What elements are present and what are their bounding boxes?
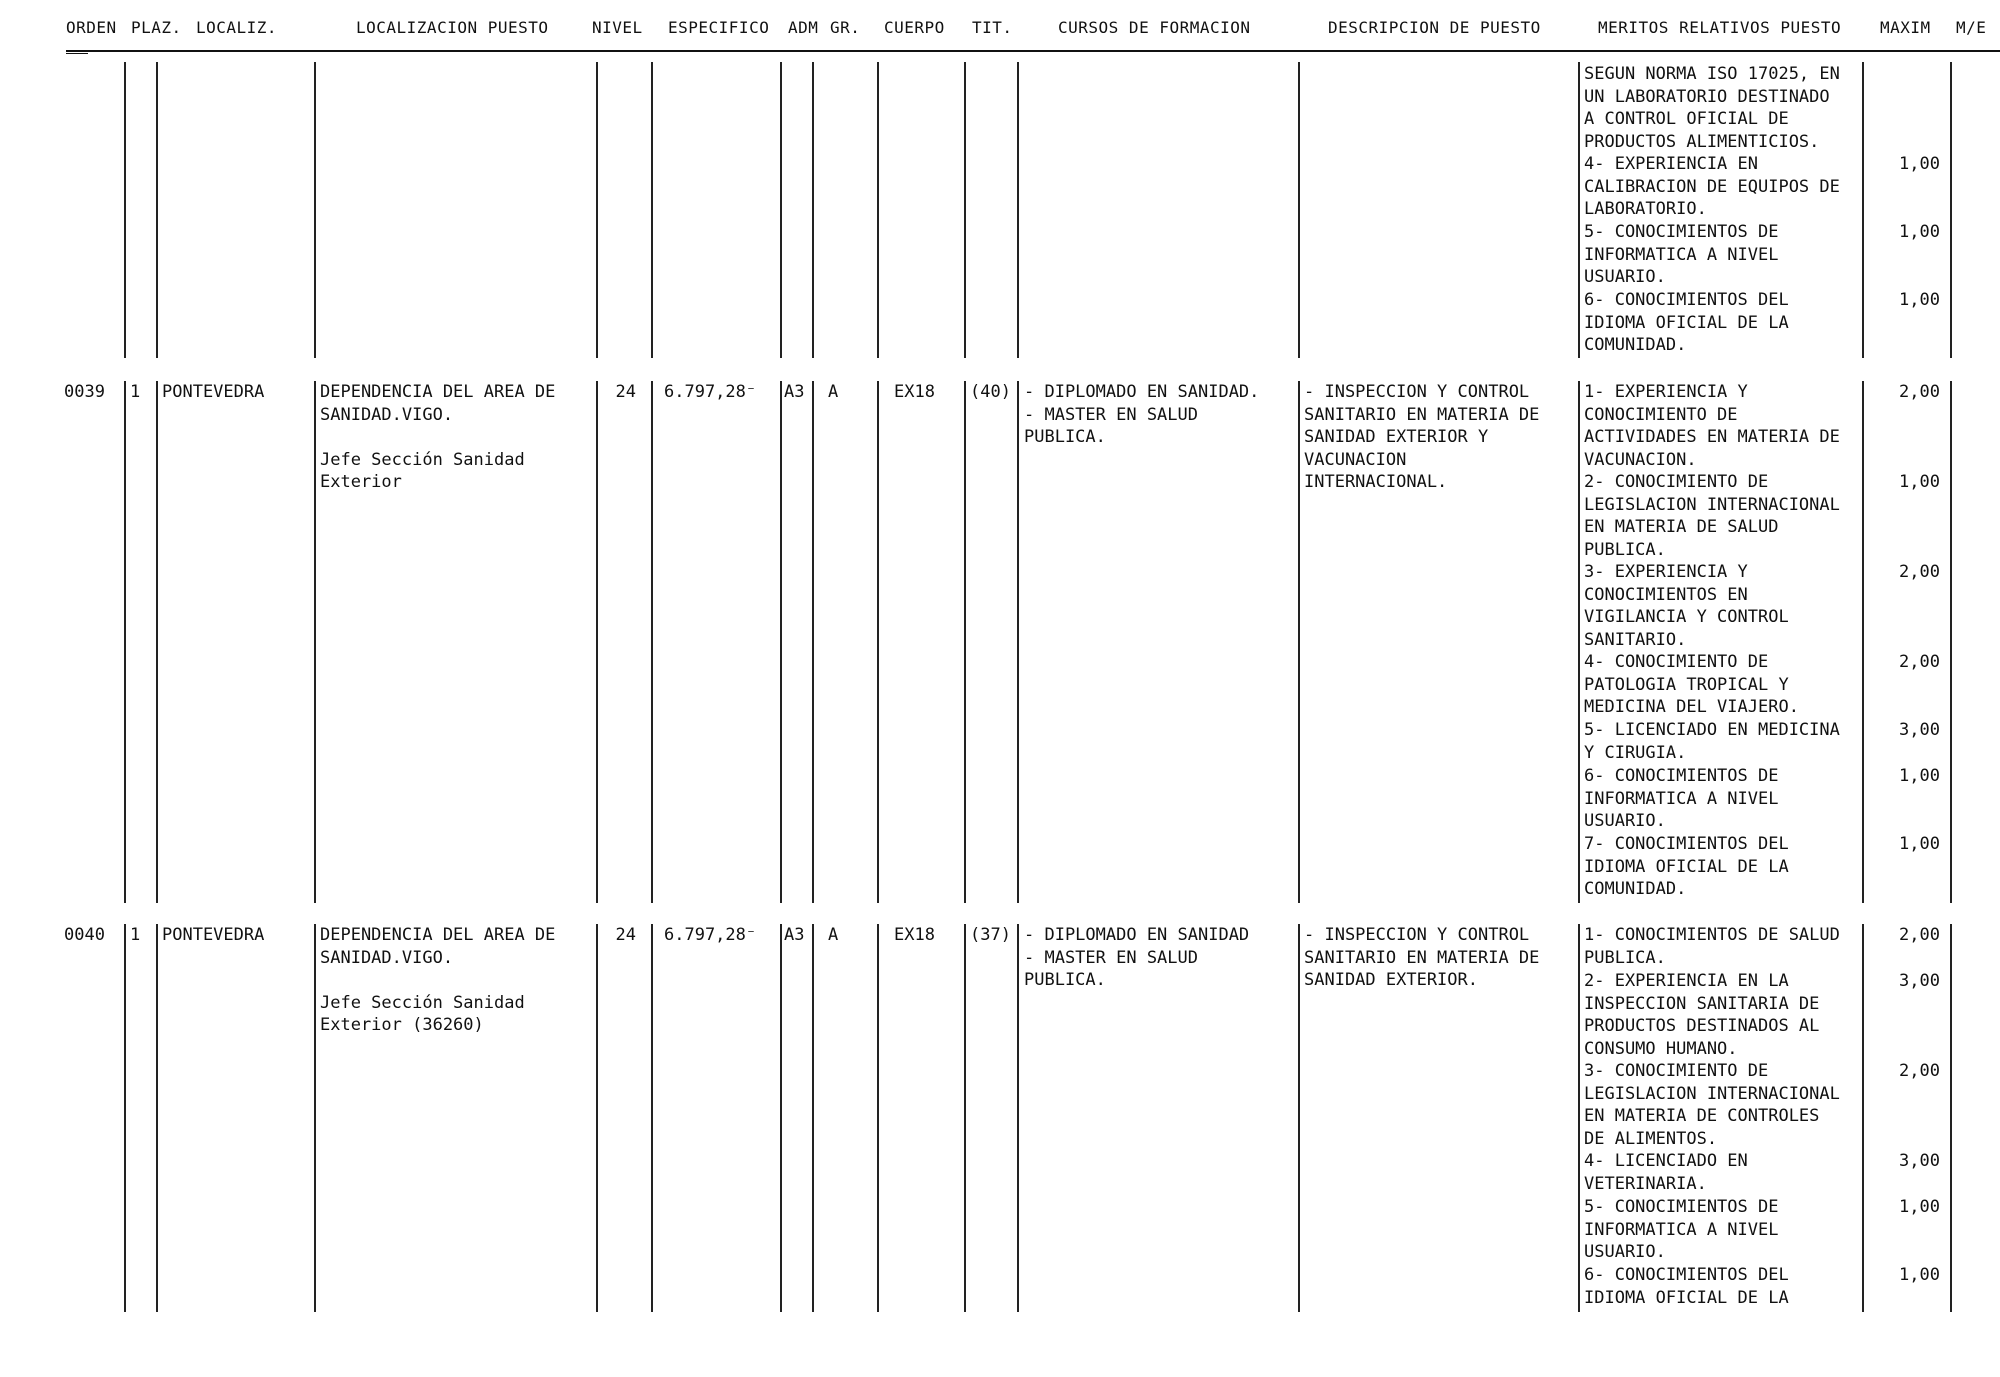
column-divider — [964, 62, 966, 358]
merit-maxim: 1,00 — [1899, 834, 1940, 854]
cell-adm: A3 — [784, 382, 805, 402]
column-divider — [780, 381, 782, 903]
cell-cursos: - DIPLOMADO EN SANIDAD. - MASTER EN SALUD PUBLICA. — [1024, 382, 1260, 447]
cell-localizacion-puesto: DEPENDENCIA DEL AREA DE SANIDAD.VIGO. Jefe Sección Sanidad Exterior — [320, 382, 556, 492]
merit-item: 2- CONOCIMIENTO DE LEGISLACION INTERNACIONAL EN MATERIA DE SALUD PUBLICA. — [1584, 472, 1840, 560]
merit-maxim: 1,00 — [1899, 766, 1940, 786]
cell-especifico: 6.797,28⁻ — [664, 382, 757, 402]
column-divider — [1950, 924, 1952, 1312]
header-rule-tick — [66, 53, 88, 54]
cell-tit: (37) — [970, 925, 1011, 945]
column-divider — [1298, 381, 1300, 903]
header-cuerpo: CUERPO — [884, 18, 945, 37]
column-divider — [812, 62, 814, 358]
header-orden: ORDEN — [66, 18, 117, 37]
header-cursos: CURSOS DE FORMACION — [1058, 18, 1251, 37]
merit-item: 1- EXPERIENCIA Y CONOCIMIENTO DE ACTIVIDADES EN MATERIA DE VACUNACION. — [1584, 382, 1840, 470]
column-divider — [964, 381, 966, 903]
merit-maxim: 1,00 — [1899, 1197, 1940, 1217]
merit-item: 5- LICENCIADO EN MEDICINA Y CIRUGIA. — [1584, 720, 1840, 763]
column-divider — [877, 924, 879, 1312]
merit-item: 4- CONOCIMIENTO DE PATOLOGIA TROPICAL Y MEDICINA DEL VIAJERO. — [1584, 652, 1799, 717]
header-nivel: NIVEL — [592, 18, 643, 37]
header-me: M/E — [1956, 18, 1987, 37]
column-divider — [124, 381, 126, 903]
header-maxim: MAXIM — [1880, 18, 1931, 37]
column-divider — [1017, 381, 1019, 903]
cell-orden: 0040 — [64, 925, 105, 945]
merit-maxim: 2,00 — [1899, 1061, 1940, 1081]
merit-maxim: 2,00 — [1899, 562, 1940, 582]
column-divider — [877, 62, 879, 358]
cell-tit: (40) — [970, 382, 1011, 402]
column-divider — [596, 62, 598, 358]
merit-maxim: 3,00 — [1899, 720, 1940, 740]
merit-maxim: 3,00 — [1899, 1151, 1940, 1171]
cell-gr: A — [828, 925, 839, 945]
column-divider — [651, 924, 653, 1312]
column-divider — [964, 924, 966, 1312]
column-divider — [1298, 924, 1300, 1312]
header-plaz: PLAZ. — [131, 18, 182, 37]
column-divider — [651, 381, 653, 903]
column-divider — [124, 62, 126, 358]
merit-item: 5- CONOCIMIENTOS DE INFORMATICA A NIVEL USUARIO. — [1584, 222, 1779, 287]
merit-item: 5- CONOCIMIENTOS DE INFORMATICA A NIVEL USUARIO. — [1584, 1197, 1779, 1262]
merit-maxim: 1,00 — [1899, 1265, 1940, 1285]
column-divider — [1578, 381, 1580, 903]
column-divider — [1950, 381, 1952, 903]
column-divider — [1017, 924, 1019, 1312]
merit-maxim: 2,00 — [1899, 925, 1940, 945]
column-divider — [651, 62, 653, 358]
header-localizacion-puesto: LOCALIZACION PUESTO — [356, 18, 549, 37]
column-divider — [780, 924, 782, 1312]
merit-item: 3- EXPERIENCIA Y CONOCIMIENTOS EN VIGILANCIA Y CONTROL SANITARIO. — [1584, 562, 1789, 650]
cell-orden: 0039 — [64, 382, 105, 402]
cell-cursos: - DIPLOMADO EN SANIDAD - MASTER EN SALUD PUBLICA. — [1024, 925, 1250, 990]
merit-maxim: 2,00 — [1899, 382, 1940, 402]
column-divider — [314, 381, 316, 903]
column-divider — [156, 381, 158, 903]
merit-item: 3- CONOCIMIENTO DE LEGISLACION INTERNACIONAL EN MATERIA DE CONTROLES DE ALIMENTOS. — [1584, 1061, 1840, 1149]
header-gr: GR. — [830, 18, 861, 37]
cell-descripcion: - INSPECCION Y CONTROL SANITARIO EN MATERIA DE SANIDAD EXTERIOR Y VACUNACION INTERNACIONAL. — [1304, 382, 1540, 492]
cell-plaz: 1 — [130, 925, 141, 945]
merit-maxim: 1,00 — [1899, 154, 1940, 174]
column-divider — [877, 381, 879, 903]
header-localiz: LOCALIZ. — [196, 18, 278, 37]
cell-nivel: 24 — [615, 382, 636, 402]
merit-maxim: 1,00 — [1899, 472, 1940, 492]
column-divider — [156, 924, 158, 1312]
merit-maxim: 2,00 — [1899, 652, 1940, 672]
column-divider — [1017, 62, 1019, 358]
cell-localiz: PONTEVEDRA — [162, 382, 265, 402]
column-divider — [812, 381, 814, 903]
cell-especifico: 6.797,28⁻ — [664, 925, 757, 945]
merit-item: 1- CONOCIMIENTOS DE SALUD PUBLICA. — [1584, 925, 1840, 968]
merit-item: 4- LICENCIADO EN VETERINARIA. — [1584, 1151, 1748, 1194]
merit-item: SEGUN NORMA ISO 17025, EN UN LABORATORIO DESTINADO A CONTROL OFICIAL DE PRODUCTOS ALIMENTICIOS. — [1584, 64, 1840, 152]
column-divider — [1298, 62, 1300, 358]
merit-maxim: 1,00 — [1899, 222, 1940, 242]
column-divider — [1862, 381, 1864, 903]
column-divider — [596, 924, 598, 1312]
header-descripcion: DESCRIPCION DE PUESTO — [1328, 18, 1541, 37]
cell-cuerpo: EX18 — [894, 925, 935, 945]
cell-localizacion-puesto: DEPENDENCIA DEL AREA DE SANIDAD.VIGO. Jefe Sección Sanidad Exterior (36260) — [320, 925, 556, 1035]
cell-plaz: 1 — [130, 382, 141, 402]
merit-item: 2- EXPERIENCIA EN LA INSPECCION SANITARIA DE PRODUCTOS DESTINADOS AL CONSUMO HUMANO. — [1584, 971, 1820, 1059]
column-divider — [1578, 924, 1580, 1312]
header-especifico: ESPECIFICO — [668, 18, 770, 37]
column-divider — [156, 62, 158, 358]
cell-descripcion: - INSPECCION Y CONTROL SANITARIO EN MATERIA DE SANIDAD EXTERIOR. — [1304, 925, 1540, 990]
column-divider — [1862, 62, 1864, 358]
cell-nivel: 24 — [615, 925, 636, 945]
merit-item: 6- CONOCIMIENTOS DE INFORMATICA A NIVEL USUARIO. — [1584, 766, 1779, 831]
column-divider — [1578, 62, 1580, 358]
column-divider — [124, 924, 126, 1312]
cell-adm: A3 — [784, 925, 805, 945]
header-adm: ADM — [788, 18, 819, 37]
column-divider — [812, 924, 814, 1312]
column-divider — [314, 924, 316, 1312]
merit-item: 4- EXPERIENCIA EN CALIBRACION DE EQUIPOS DE LABORATORIO. — [1584, 154, 1840, 219]
column-divider — [314, 62, 316, 358]
cell-localiz: PONTEVEDRA — [162, 925, 265, 945]
cell-cuerpo: EX18 — [894, 382, 935, 402]
merit-item: 6- CONOCIMIENTOS DEL IDIOMA OFICIAL DE LA COMUNIDAD. — [1584, 290, 1789, 355]
merit-maxim: 3,00 — [1899, 971, 1940, 991]
merit-item: 6- CONOCIMIENTOS DEL IDIOMA OFICIAL DE LA — [1584, 1265, 1789, 1308]
header-rule — [66, 50, 2000, 52]
column-divider — [1950, 62, 1952, 358]
merit-item: 7- CONOCIMIENTOS DEL IDIOMA OFICIAL DE LA COMUNIDAD. — [1584, 834, 1789, 899]
column-divider — [596, 381, 598, 903]
header-tit: TIT. — [972, 18, 1013, 37]
column-divider — [1862, 924, 1864, 1312]
column-divider — [780, 62, 782, 358]
cell-gr: A — [828, 382, 839, 402]
merit-maxim: 1,00 — [1899, 290, 1940, 310]
header-meritos: MERITOS RELATIVOS PUESTO — [1598, 18, 1842, 37]
